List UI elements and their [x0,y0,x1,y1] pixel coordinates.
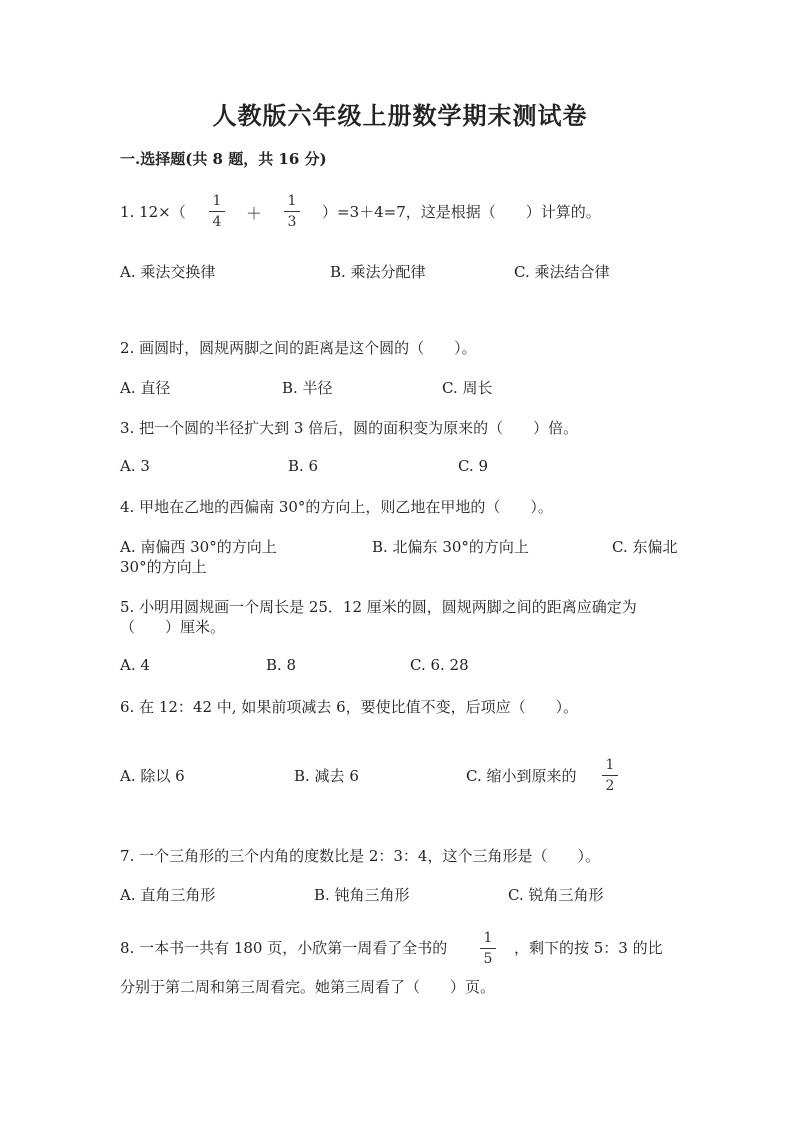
fraction-numerator: 1 [605,757,615,773]
question-1-option-a[interactable]: A. 乘法交换律 [120,263,216,281]
fraction-denominator: 3 [287,214,297,230]
question-5-text-continued: （ ）厘米。 [120,618,226,636]
question-6-text: 6. 在 12：42 中, 如果前项减去 6，要使比值不变，后项应（ ）。 [120,698,579,716]
question-8-text: 8. 一本书一共有 180 页，小欣第一周看了全书的 [120,939,448,957]
question-7-option-a[interactable]: A. 直角三角形 [120,886,216,904]
question-5-option-a[interactable]: A. 4 [120,656,150,674]
fraction-bar [602,775,618,776]
question-7-option-b[interactable]: B. 钝角三角形 [314,886,410,904]
fraction-numerator: 1 [483,930,493,946]
fraction-bar [209,211,225,212]
question-2-option-c[interactable]: C. 周长 [442,379,493,397]
fraction-denominator: 4 [212,214,222,230]
question-6-option-c[interactable]: C. 缩小到原来的 [466,767,577,785]
fraction-denominator: 5 [483,951,493,967]
question-1-option-c[interactable]: C. 乘法结合律 [514,263,610,281]
question-8-text-continued: 分别于第二周和第三周看完。她第三周看了（ ）页。 [120,978,496,996]
question-1-option-b[interactable]: B. 乘法分配律 [330,263,426,281]
question-1-fraction-1 [206,193,228,230]
fraction-bar [284,211,300,212]
question-4-option-b[interactable]: B. 北偏东 30°的方向上 [372,538,529,556]
question-3-option-c[interactable]: C. 9 [458,457,489,475]
question-4-option-c[interactable]: C. 东偏北 [612,538,678,556]
question-6-option-a[interactable]: A. 除以 6 [120,767,185,785]
question-4-text: 4. 甲地在乙地的西偏南 30°的方向上，则乙地在甲地的（ ）。 [120,498,553,516]
question-6-option-b[interactable]: B. 减去 6 [294,767,359,785]
question-6-fraction [599,757,621,794]
fraction-denominator: 2 [605,778,615,794]
question-1-suffix: ）=3＋4=7，这是根据（ ）计算的。 [322,203,601,221]
question-5-option-c[interactable]: C. 6. 28 [410,656,469,674]
question-2-option-b[interactable]: B. 半径 [282,379,333,397]
question-5-text: 5. 小明用圆规画一个周长是 25．12 厘米的圆，圆规两脚之间的距离应确定为 [120,598,637,616]
fraction-numerator: 1 [212,193,222,209]
question-4-option-a[interactable]: A. 南偏西 30°的方向上 [120,538,277,556]
fraction-numerator: 1 [287,193,297,209]
question-2-option-a[interactable]: A. 直径 [120,379,171,397]
plus-sign: ＋ [246,204,263,223]
question-2-text: 2. 画圆时，圆规两脚之间的距离是这个圆的（ ）。 [120,339,477,357]
question-3-text: 3. 把一个圆的半径扩大到 3 倍后，圆的面积变为原来的（ ）倍。 [120,419,579,437]
question-8-fraction [477,930,499,967]
question-7-option-c[interactable]: C. 锐角三角形 [508,886,604,904]
question-4-option-c-continued: 30°的方向上 [120,558,207,576]
question-1-fraction-2 [281,193,303,230]
page-title: 人教版六年级上册数学期末测试卷 [212,101,588,130]
section-heading: 一.选择题(共 8 题，共 16 分) [120,150,327,168]
question-3-option-b[interactable]: B. 6 [288,457,319,475]
question-7-text: 7. 一个三角形的三个内角的度数比是 2：3：4，这个三角形是（ ）。 [120,847,600,865]
question-1-prefix: 1. 12×（ [120,203,186,221]
fraction-bar [480,948,496,949]
question-5-option-b[interactable]: B. 8 [266,656,297,674]
question-8-text-after: ，剩下的按 5：3 的比 [514,939,663,957]
question-3-option-a[interactable]: A. 3 [120,457,150,475]
